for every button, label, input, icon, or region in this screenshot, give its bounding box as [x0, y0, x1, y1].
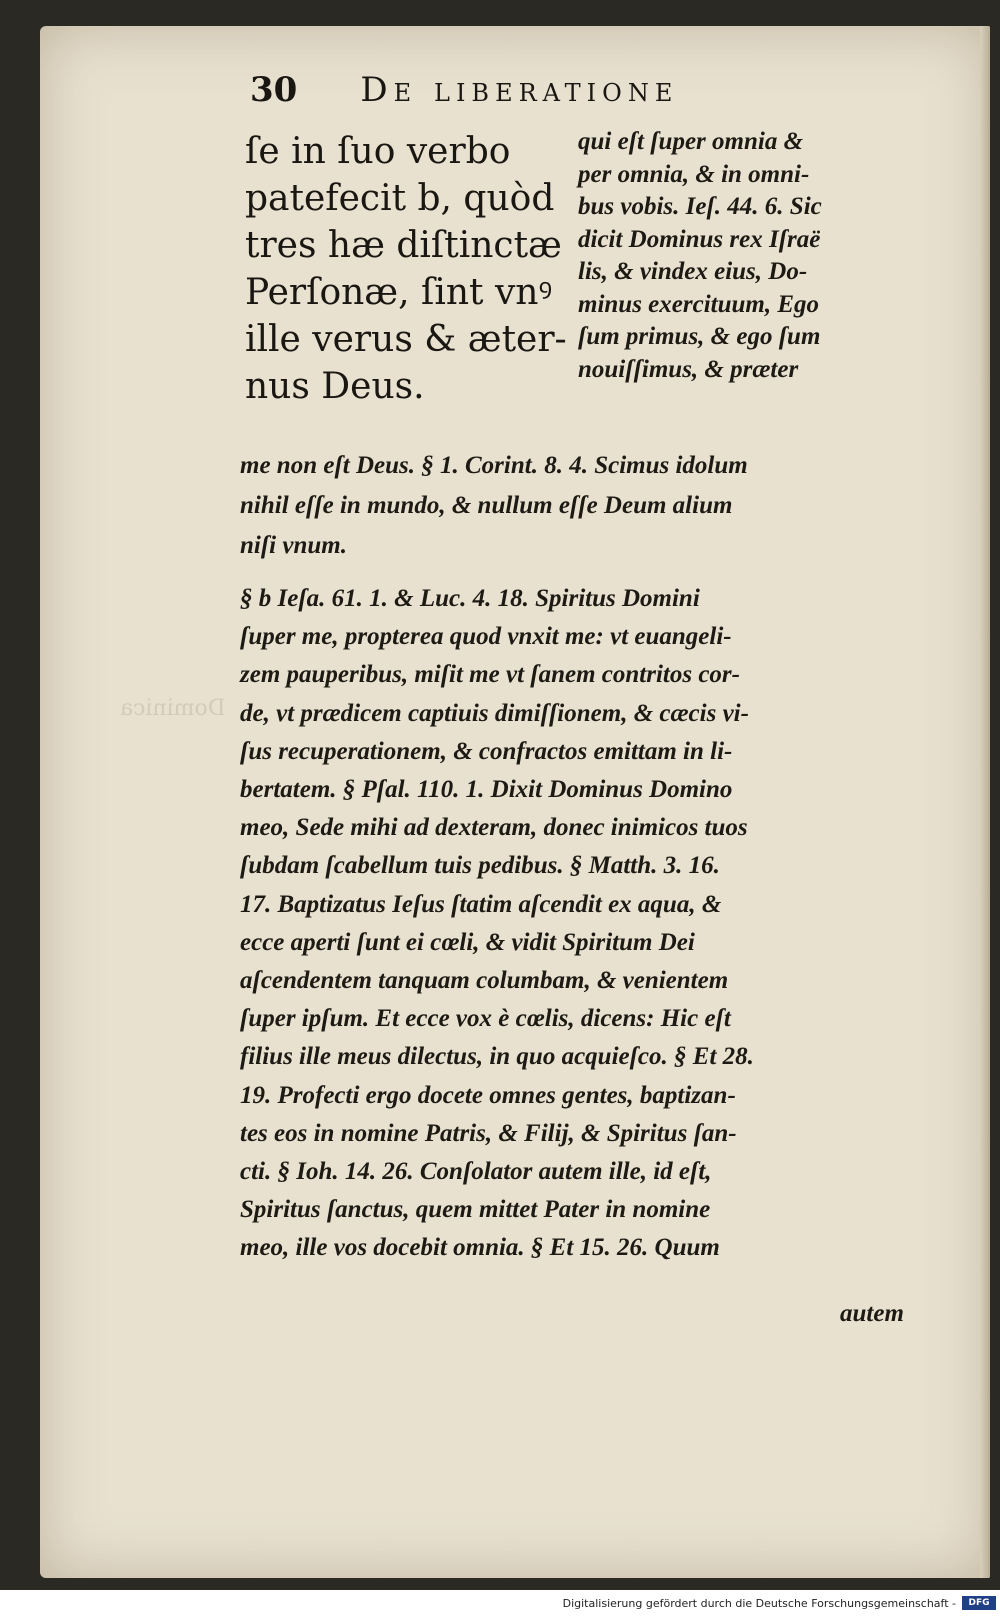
note-column [578, 126, 928, 386]
note-line: zem pauperibus, miſit me vt ſanem contritos cor- [240, 661, 740, 689]
note-line: ſubdam ſcabellum tuis pedibus. § Matth. 3. 16. [240, 852, 720, 880]
note-line: meo, Sede mihi ad dexteram, donec inimicos tuos [240, 814, 748, 842]
main-text-line: ſe in ſuo verbo [245, 131, 511, 172]
note-line: bus vobis. Ieſ. 44. 6. Sic [578, 193, 822, 220]
note-continuation [240, 446, 930, 566]
note-line: niſi vnum. [240, 532, 347, 559]
note-line: bertatem. § Pſal. 110. 1. Dixit Dominus Domino [240, 776, 733, 804]
main-text-line: Perſonæ, ſint vnꝰ [245, 272, 553, 313]
note-line: ſum primus, & ego ſum [578, 323, 821, 350]
catchword: autem [840, 1300, 904, 1327]
note-line: dicit Dominus rex Iſraë [578, 225, 821, 253]
note-line: filius ille meus dilectus, in quo acquieſco. § Et 28. [240, 1043, 754, 1071]
dfg-logo-icon: DFG [962, 1596, 996, 1610]
note-line: ecce aperti ſunt ei cœli, & vidit Spiritum Dei [240, 928, 695, 956]
main-text-line: tres hæ diſtinctæ [245, 225, 562, 266]
note-line: de, vt prædicem captiuis dimiſſionem, & cæcis vi- [240, 699, 749, 727]
main-text-line: patefecit b, quòd [245, 178, 555, 219]
note-line: lis, & vindex eius, Do- [578, 258, 808, 285]
note-line: cti. § Ioh. 14. 26. Conſolator autem ille, id eſt, [240, 1158, 712, 1186]
note-line: minus exercituum, Ego [578, 290, 820, 318]
main-text-line: ille verus & æter- [245, 319, 567, 360]
note-line: per omnia, & in omni- [578, 160, 810, 188]
note-line: nouiſſimus, & præter [578, 355, 799, 383]
note-line: § b Ieſa. 61. 1. & Luc. 4. 18. Spiritus Domini [240, 585, 700, 612]
note-line: Spiritus ſanctus, quem mittet Pater in nomine [240, 1196, 711, 1224]
page-edge [980, 26, 990, 1578]
page-number: 30 [250, 70, 298, 110]
running-head: De liberatione [360, 70, 679, 110]
note-line: nihil eſſe in mundo, & nullum eſſe Deum alium [240, 492, 733, 519]
note-line: ſuper me, propterea quod vnxit me: vt euangeli- [240, 623, 732, 651]
show-through-text: Dominica [120, 696, 226, 721]
note-line: ſus recuperationem, & confractos emittam in li- [240, 737, 733, 765]
main-text-line: nus Deus. [245, 366, 425, 407]
note-line: ſuper ipſum. Et ecce vox è cœlis, dicens: Hic eſt [240, 1005, 731, 1033]
note-b-block [240, 580, 930, 1268]
note-line: qui eſt ſuper omnia & [578, 128, 804, 155]
note-line: me non eſt Deus. § 1. Corint. 8. 4. Scimus idolum [240, 452, 748, 479]
footer-credit: Digitalisierung gefördert durch die Deutsche Forschungsgemeinschaft - [562, 1597, 956, 1610]
note-line: meo, ille vos docebit omnia. § Et 15. 26. Quum [240, 1234, 720, 1262]
page-header [250, 70, 900, 110]
note-line: 17. Baptizatus Ieſus ſtatim aſcendit ex aqua, & [240, 890, 722, 918]
note-line: 19. Profecti ergo docete omnes gentes, baptizan- [240, 1081, 736, 1109]
main-text-block [245, 128, 590, 410]
note-line: aſcendentem tanquam columbam, & venientem [240, 967, 729, 995]
note-line: tes eos in nomine Patris, & Filij, & Spiritus ſan- [240, 1119, 737, 1147]
